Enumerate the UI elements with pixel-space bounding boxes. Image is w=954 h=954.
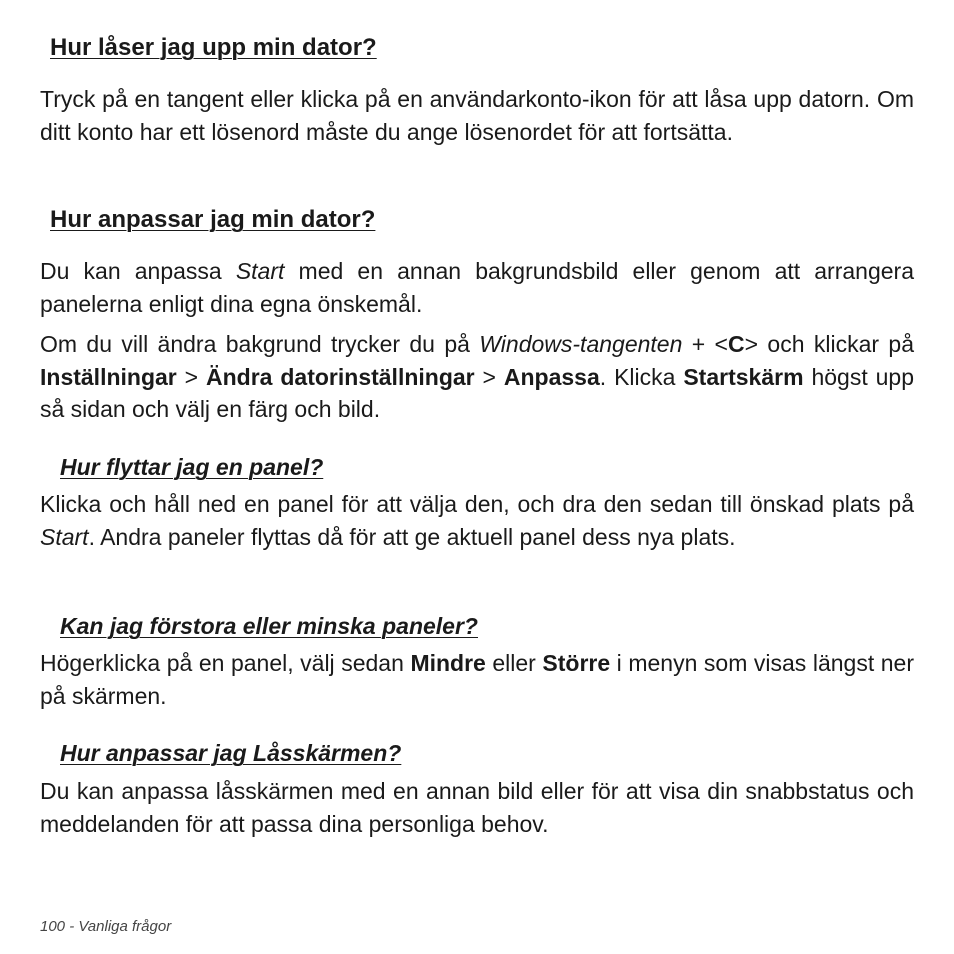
personalize-term: Anpassa [503,363,600,390]
larger-term: Större [542,650,611,676]
paragraph-lockscreen: Du kan anpassa låsskärmen med en annan bild eller för att visa din snabbstatus och meddelanden för att passa dina personliga behov. [40,778,914,837]
heading-personalize: Hur anpassar jag min dator? [50,206,376,233]
start-screen-term: Startskärm [683,363,804,390]
key-c: C [728,331,745,357]
text: Högerklicka på en panel, välj sedan [40,650,411,676]
heading-unlock: Hur låser jag upp min dator? [50,34,377,61]
paragraph-unlock: Tryck på en tangent eller klicka på en användarkonto-ikon för att låsa upp datorn. Om ditt konto har ett lösenord måste du ange lösenordet för att fortsätta. [40,86,914,145]
text: + < [682,331,728,357]
text: Du kan anpassa [40,258,236,284]
paragraph-personalize-background [40,328,914,426]
page-footer: 100 - Vanliga frågor [40,918,172,935]
text: > [176,363,207,390]
smaller-term: Mindre [410,650,486,676]
heading-move-tile: Hur flyttar jag en panel? [60,454,324,480]
text: . Klicka [599,363,684,390]
paragraph-move-tile [40,488,914,553]
text: . Andra paneler flyttas då för att ge aktuell panel dess nya plats. [88,523,736,550]
text: eller [485,650,543,676]
text: Klicka och håll ned en panel för att välja den, och dra den sedan till önskad plats på [40,491,914,517]
text: högst upp så sidan och välj en färg och bild. [40,363,914,422]
heading-resize-tile: Kan jag förstora eller minska paneler? [60,613,478,639]
text: i menyn som visas längst ner på skärmen. [40,650,915,709]
heading-lockscreen: Hur anpassar jag Låsskärmen? [60,740,402,766]
start-term: Start [235,258,285,284]
text: med en annan bakgrundsbild eller genom att arrangera panelerna enligt dina egna önskemål. [40,258,914,317]
text: > och klickar på [744,331,914,357]
text: Om du vill ändra bakgrund trycker du på [40,331,480,357]
paragraph-resize-tile [40,647,914,712]
start-term: Start [40,523,89,550]
settings-term: Inställningar [40,363,177,390]
paragraph-personalize-start [40,255,914,320]
windows-key-term: Windows-tangenten [479,331,683,357]
change-pc-settings-term: Ändra datorinställningar [206,363,475,390]
text: > [474,363,504,390]
